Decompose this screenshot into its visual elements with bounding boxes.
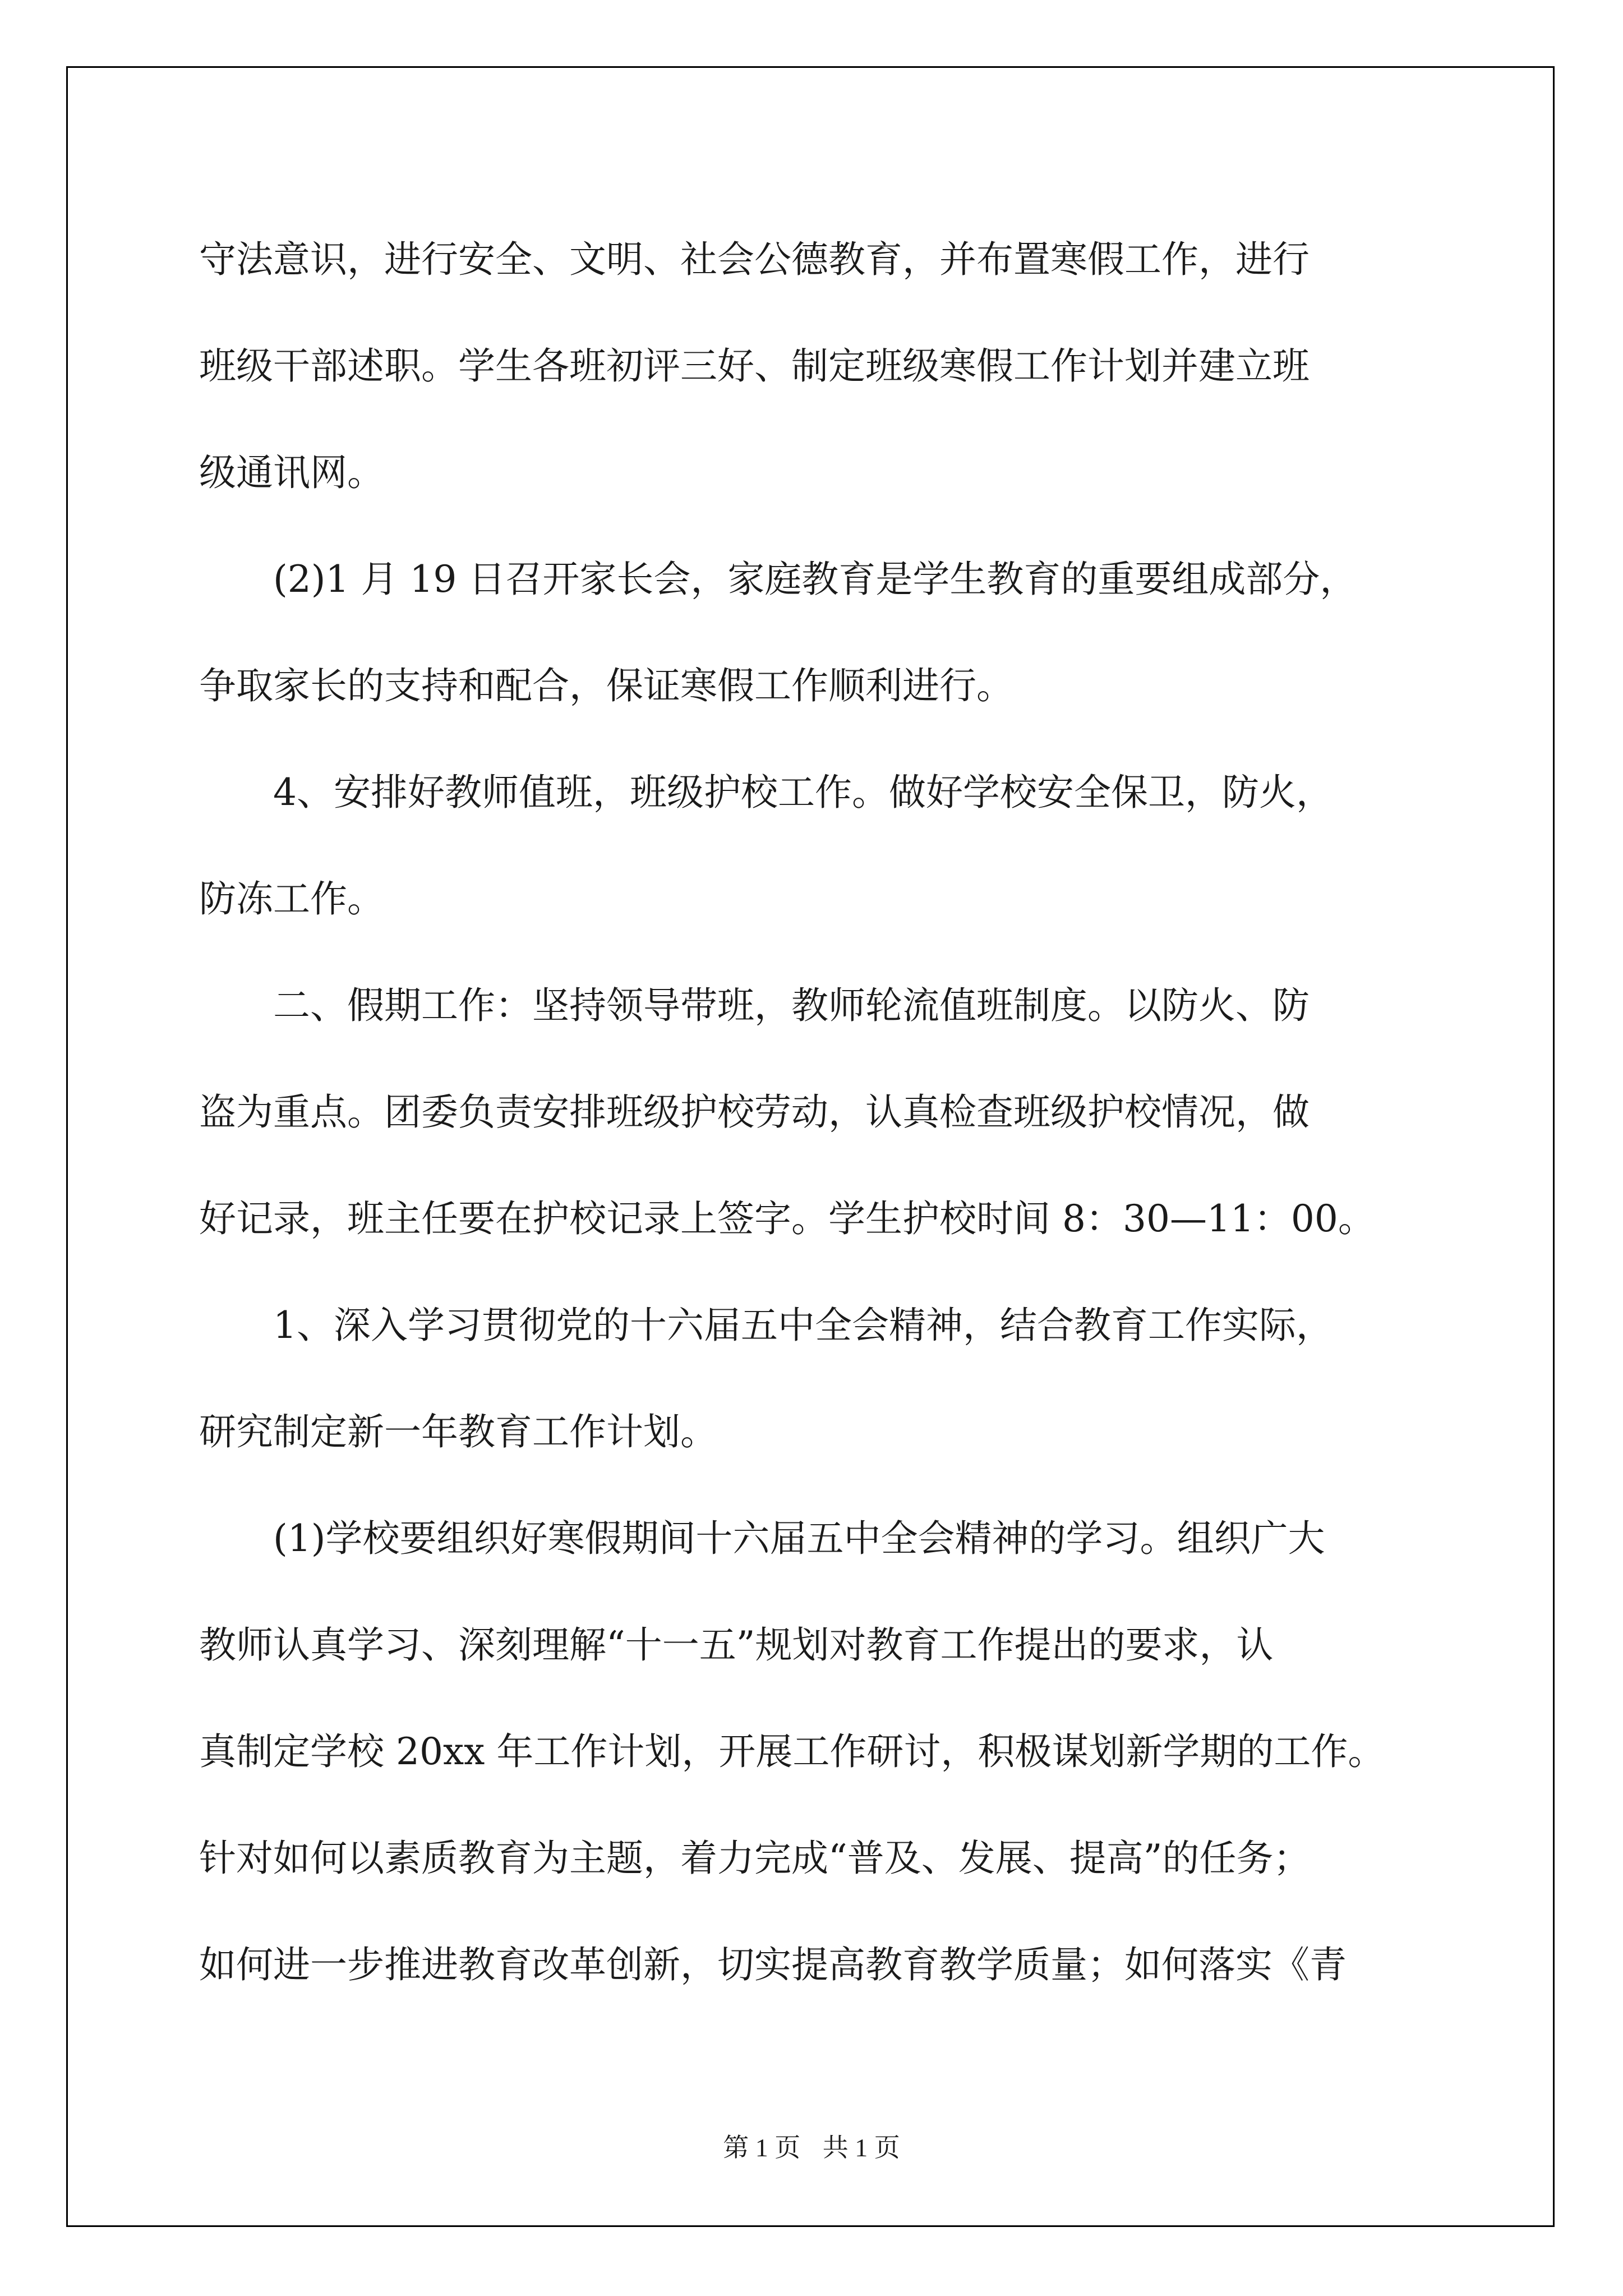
text-line: 守法意识，进行安全、文明、社会公德教育，并布置寒假工作，进行 — [199, 238, 1310, 281]
document-body — [199, 206, 1450, 2018]
text-line: 教师认真学习、深刻理解“十一五”规划对教育工作提出的要求，认 — [199, 1623, 1274, 1667]
page-number: 第 1 页 — [723, 2133, 801, 2162]
text-line: (1)学校要组织好寒假期间十六届五中全会精神的学习。组织广大 — [199, 1517, 1325, 1560]
text-line: 真制定学校 20xx 年工作计划，开展工作研讨，积极谋划新学期的工作。 — [199, 1730, 1385, 1773]
text-line: 班级干部述职。学生各班初评三好、制定班级寒假工作计划并建立班 — [199, 344, 1310, 388]
text-line: 针对如何以素质教育为主题，着力完成“普及、发展、提高”的任务； — [199, 1837, 1311, 1880]
text-line: 如何进一步推进教育改革创新，切实提高教育教学质量；如何落实《青 — [199, 1943, 1347, 1986]
page-footer — [0, 2127, 1623, 2164]
text-line: 4、安排好教师值班，班级护校工作。做好学校安全保卫，防火， — [199, 771, 1333, 814]
text-line: 盗为重点。团委负责安排班级护校劳动，认真检查班级护校情况，做 — [199, 1091, 1310, 1134]
text-line: 争取家长的支持和配合，保证寒假工作顺利进行。 — [199, 664, 1013, 707]
text-line: 好记录，班主任要在护校记录上签字。学生护校时间 8：30—11：00。 — [199, 1197, 1375, 1240]
page-total: 共 1 页 — [822, 2133, 900, 2162]
text-line: 1、深入学习贯彻党的十六届五中全会精神，结合教育工作实际， — [199, 1304, 1333, 1347]
text-line: 级通讯网。 — [199, 451, 384, 494]
text-line: 二、假期工作：坚持领导带班，教师轮流值班制度。以防火、防 — [199, 984, 1310, 1027]
text-line: 防冻工作。 — [199, 877, 384, 921]
text-line: (2)1 月 19 日召开家长会，家庭教育是学生教育的重要组成部分， — [199, 558, 1357, 601]
text-line: 研究制定新一年教育工作计划。 — [199, 1410, 717, 1453]
